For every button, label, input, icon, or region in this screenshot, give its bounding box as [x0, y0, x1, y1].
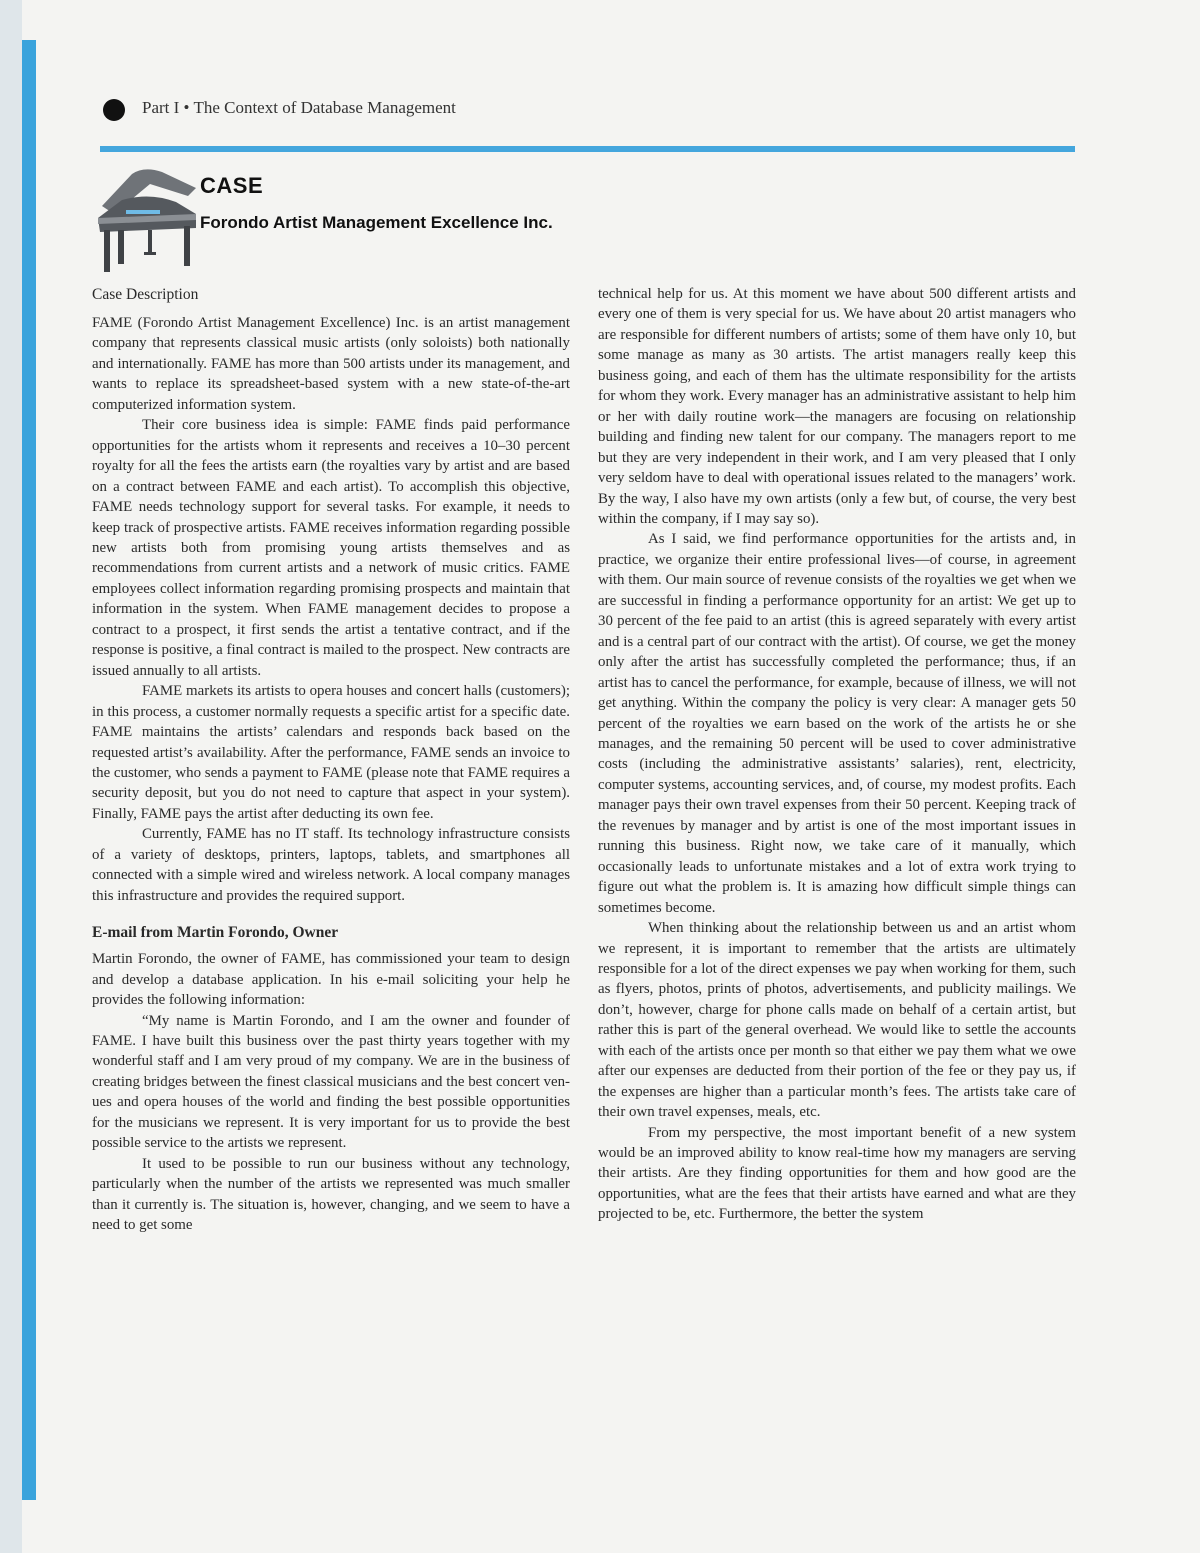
- paragraph: From my perspective, the most important benefit of a new system would be an improved ability to know real-time how my managers are serving their artists. Are they finding opportunities for them and how good are the opportunities, what are the fees that their artists have earned and what are they projected to be, etc. Furthermore, the better the system: [598, 1124, 1076, 1223]
- paragraph: FAME (Forondo Artist Management Excellence) Inc. is an artist management company that represents classical music artists (only soloists) both nationally and internationally. FAME has more than 500 artists under its management, and wants to replace its spreadsheet-based system with a new state-of-the-art computerized information system.: [92, 315, 570, 413]
- case-label: CASE: [200, 173, 264, 198]
- paragraph: technical help for us. At this moment we have about 500 different artists and every one of them is very special for us. We have about 20 artist managers who are responsible for different numbers of artists; some of them have only 10, but some manage as many as 30 artists. The artist managers really keep this business going, and each of them has the ultimate responsibility for the artists for whom they work. Every manager has an administrative assistant to help him or her with daily routine work—the managers are focusing on relationship building and finding new talent for our company. The managers report to me but they are very independent in their work, and I am very pleased that I only very seldom have to deal with operational issues related to the managers’ work. By the way, I also have my own artists (only a few but, of course, the very best within the company, if I may say so).: [598, 286, 1076, 527]
- scan-edge: [0, 0, 22, 1553]
- left-column: [92, 284, 570, 1235]
- section-heading-case-description: Case Description: [92, 286, 199, 303]
- paragraph: It used to be possible to run our business without any technology, particularly when the number of the artists we represented was much smaller than it currently is. The situation is, however, changing, and we seem to have a need to get some: [92, 1155, 570, 1234]
- bullet-icon: [103, 99, 125, 121]
- paragraph: Currently, FAME has no IT staff. Its technology infrastructure consists of a variety of desktops, printers, laptops, tablets, and smartphones all connected with a simple wired and wireless network. A local company manages this infrastructure and provides the required support.: [92, 826, 570, 904]
- paragraph: Martin Forondo, the owner of FAME, has commissioned your team to design and develop a database application. In his e-mail soliciting your help he provides the following information:: [92, 951, 570, 1009]
- grand-piano-icon: [92, 166, 200, 278]
- running-header: Part I • The Context of Database Management: [142, 98, 456, 117]
- header-rule: [100, 146, 1075, 152]
- right-column: [598, 284, 1076, 1225]
- paragraph: When thinking about the relationship between us and an artist whom we represent, it is important to remember that the artists are ultimately responsible for a lot of the direct expenses we pay when working for them, such as flyers, photos, prints of photos, advertisements, and publicity mailings. We don’t, however, charge for phone calls made on behalf of a certain artist, but rather this is part of the general overhead. We would like to settle the accounts with each of the artists once per month so that either we pay them what we owe after our expenses are deducted from their portion of the fee or they pay us, if the expenses are higher than a particular month’s fees. The artists take care of their own travel expenses, meals, etc.: [598, 920, 1076, 1121]
- page-edge-color-band: [22, 40, 36, 1500]
- paragraph: FAME markets its artists to opera houses and concert halls (customers); in this process, a customer normally requests a specific artist for a specific date. FAME maintains the artists’ calendars and responds back based on the requested artist’s availability. After the performance, FAME sends an invoice to the customer, who sends a payment to FAME (please note that FAME requires a security deposit, but you do not need to capture that aspect in your system). Finally, FAME pays the artist after deducting its own fee.: [92, 683, 570, 822]
- case-title: Forondo Artist Management Excellence Inc.: [200, 213, 553, 232]
- paragraph: “My name is Martin Forondo, and I am the owner and founder of FAME. I have built this business over the past thirty years together with my wonderful staff and I am very proud of my company. We are in the business of creating bridges between the finest classical musicians and the best concert venues and opera houses of the world and finding the best possible opportunities for the musicians we represent. It is very important for us to provide the best possible service to the artists we represent.: [92, 1012, 570, 1152]
- section-heading-email: E-mail from Martin Forondo, Owner: [92, 924, 339, 942]
- paragraph: Their core business idea is simple: FAME finds paid performance opportunities for the artists whom it represents and receives a 10–30 percent royalty for all the fees the artists earn (the royalties vary by artist and are based on a contract between FAME and each artist). To accomplish this objective, FAME needs technology support for several tasks. For example, it needs to keep track of prospective artists. FAME receives information regarding possible new artists both from promising young artists themselves and as recommendations from current artists and a network of music critics. FAME employees collect information regarding promising prospects and maintain that information in the system. When FAME management decides to propose a contract to a prospect, it first sends the artist a tentative contract, and if the response is positive, a final contract is mailed to the prospect. New contracts are issued annually to all artists.: [92, 417, 570, 679]
- paragraph: As I said, we find performance opportunities for the artists and, in practice, we organize their entire professional lives—of course, in agreement with them. Our main source of revenue consists of the royalties we get when we are successful in finding a performance opportunity for an artist: We get up to 30 percent of the fee paid to an artist (this is agreed separately with every artist and is a central part of our contract with the artist). Of course, we get the money only after the artist has successfully completed the performance; thus, if an artist has to cancel the performance, for example, because of illness, we will not get anything. Within the company the policy is very clear: A manager gets 50 percent of the royalties we earn based on the work of the artists he or she manages, and the remaining 50 percent will be used to cover administrative costs (including the administrative assistants’ salaries), rent, electricity, computer systems, accounting services, and, of course, my modest profits. Each manager pays their own travel expenses from their 50 percent. Keeping track of the revenues by manager and by artist is one of the most important issues in running this business. Right now, we take care of it manually, which occasionally leads to unfortunate mistakes and a lot of extra work trying to figure out what the problem is. It is amazing how difficult simple things can sometimes become.: [598, 531, 1076, 916]
